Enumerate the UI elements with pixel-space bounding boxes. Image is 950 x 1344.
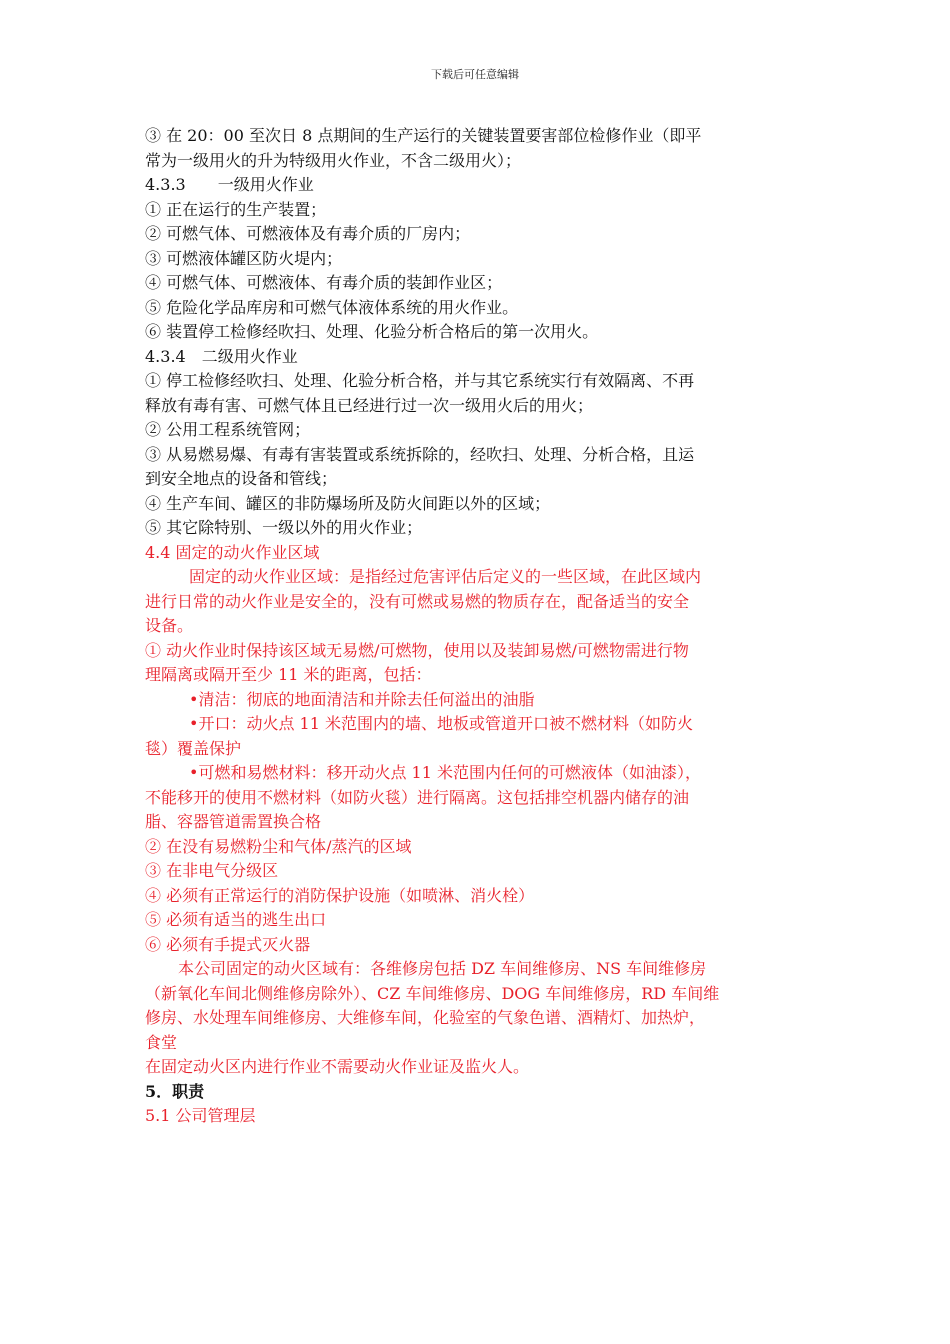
red-list-item: ⑥ 必须有手提式灭火器 xyxy=(145,934,311,954)
bullet-item: 毯）覆盖保护 xyxy=(145,738,242,758)
red-list-item: 理隔离或隔开至少 11 米的距离，包括： xyxy=(145,665,432,684)
bullet-item: 脂、容器管道需置换合格 xyxy=(145,812,322,831)
red-paragraph-line: 本公司固定的动火区域有：各维修房包括 DZ 车间维修房、NS 车间维修房 xyxy=(178,959,707,978)
bullet-item: •开口：动火点 11 米范围内的墙、地板或管道开口被不燃材料（如防火 xyxy=(189,714,693,733)
red-paragraph-line: 固定的动火作业区域：是指经过危害评估后定义的一些区域，在此区域内 xyxy=(189,567,702,586)
red-list-item: ④ 必须有正常运行的消防保护设施（如喷淋、消火栓） xyxy=(145,885,535,905)
list-item: ④ 生产车间、罐区的非防爆场所及防火间距以外的区域； xyxy=(145,493,551,513)
list-item: ⑤ 其它除特别、一级以外的用火作业； xyxy=(145,518,423,537)
list-item: ③ 可燃液体罐区防火堤内； xyxy=(145,248,343,268)
text-line: ③ 在 20：00 至次日 8 点期间的生产运行的关键装置要害部位检修作业（即平 xyxy=(145,126,702,145)
page-header: 下载后可任意编辑 xyxy=(431,68,519,81)
list-item: ① 停工检修经吹扫、处理、化验分析合格，并与其它系统实行有效隔离、不再 xyxy=(145,371,695,390)
heading-5-1: 5.1 公司管理层 xyxy=(145,1106,256,1125)
red-paragraph-line: （新氧化车间北侧维修房除外）、CZ 车间维修房、DOG 车间维修房，RD 车间维 xyxy=(145,983,720,1003)
red-list-item: ① 动火作业时保持该区域无易燃/可燃物，使用以及装卸易燃/可燃物需进行物 xyxy=(145,640,689,660)
list-item: ② 可燃气体、可燃液体及有毒介质的厂房内； xyxy=(145,224,471,243)
list-item: 释放有毒有害、可燃气体且已经进行过一次一级用火后的用火； xyxy=(145,395,594,415)
red-list-item: ③ 在非电气分级区 xyxy=(145,861,279,880)
red-paragraph-line: 进行日常的动火作业是安全的，没有可燃或易燃的物质存在，配备适当的安全 xyxy=(145,591,690,611)
red-list-item: ⑤ 必须有适当的逃生出口 xyxy=(145,910,327,929)
red-paragraph-line: 修房、水处理车间维修房、大维修车间，化验室的气象色谱、酒精灯、加热炉， xyxy=(145,1008,706,1027)
document-body xyxy=(145,124,815,1129)
red-paragraph-line: 设备。 xyxy=(145,616,194,635)
red-paragraph-line: 食堂 xyxy=(145,1032,178,1052)
list-item: ② 公用工程系统管网； xyxy=(145,420,311,439)
text-line: 常为一级用火的升为特级用火作业，不含二级用火）； xyxy=(145,150,522,170)
heading-section-5: 5．职责 xyxy=(145,1081,205,1101)
list-item: ① 正在运行的生产装置； xyxy=(145,199,327,219)
list-item: ⑤ 危险化学品库房和可燃气体液体系统的用火作业。 xyxy=(145,297,519,317)
list-item: ④ 可燃气体、可燃液体、有毒介质的装卸作业区； xyxy=(145,273,503,292)
bullet-item: •可燃和易燃材料：移开动火点 11 米范围内任何的可燃液体（如油漆）， xyxy=(189,763,701,782)
list-item: ③ 从易燃易爆、有毒有害装置或系统拆除的，经吹扫、处理、分析合格，且运 xyxy=(145,444,695,464)
red-paragraph-line: 在固定动火区内进行作业不需要动火作业证及监火人。 xyxy=(145,1057,530,1076)
list-item: ⑥ 装置停工检修经吹扫、处理、化验分析合格后的第一次用火。 xyxy=(145,322,599,341)
bullet-item: 不能移开的使用不燃材料（如防火毯）进行隔离。这包括排空机器内储存的油 xyxy=(145,787,690,807)
bullet-item: •清洁：彻底的地面清洁和并除去任何溢出的油脂 xyxy=(189,689,535,709)
heading-4-3-4: 4.3.4 二级用火作业 xyxy=(145,346,298,366)
heading-4-4: 4.4 固定的动火作业区域 xyxy=(145,542,320,562)
red-list-item: ② 在没有易燃粉尘和气体/蒸汽的区域 xyxy=(145,836,412,856)
list-item: 到安全地点的设备和管线； xyxy=(145,469,338,488)
heading-4-3-3: 4.3.3 一级用火作业 xyxy=(145,175,314,194)
